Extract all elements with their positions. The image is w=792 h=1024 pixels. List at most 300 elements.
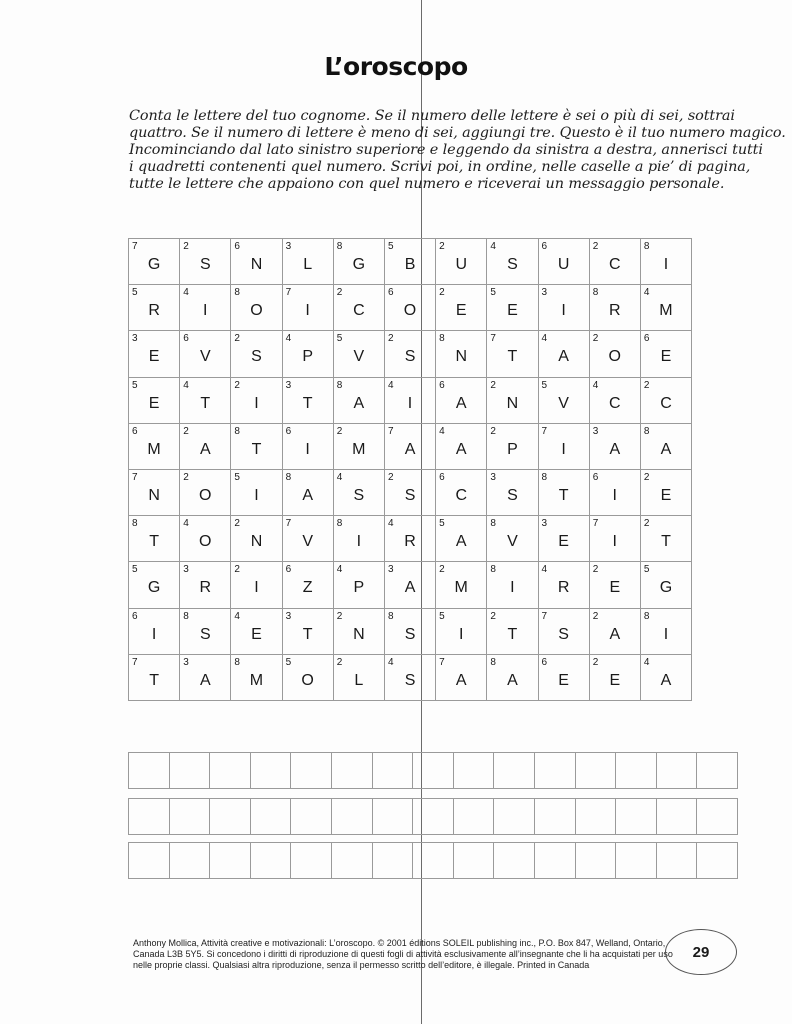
grid-cell[interactable] [180,285,231,331]
cell-number: 2 [234,564,240,576]
cell-number: 4 [183,518,189,530]
answer-box[interactable] [616,799,657,835]
cell-number: 4 [336,564,343,576]
answer-box[interactable] [616,753,657,789]
answer-box[interactable] [169,799,210,835]
grid-cell[interactable] [231,423,282,469]
instruction-line: Incominciando dal lato sinistro superiore e leggendo da sinistra a destra, annerisci tutti [129,142,763,158]
grid-cell[interactable] [538,239,589,285]
cell-number: 2 [336,287,343,299]
answer-box[interactable] [169,753,210,789]
cell-letter: I [305,440,310,458]
grid-cell[interactable] [640,331,691,377]
answer-box[interactable] [129,799,170,835]
grid-cell[interactable] [282,562,333,608]
cell-letter: E [660,348,672,366]
grid-cell[interactable] [487,377,538,423]
grid-row [129,423,692,469]
cell-letter: S [558,625,569,643]
cell-number: 2 [643,518,650,530]
answer-box[interactable] [372,753,413,789]
answer-box[interactable] [697,753,738,789]
cell-number: 2 [439,241,445,252]
cell-letter: I [561,302,566,320]
cell-letter: S [353,486,365,504]
answer-box[interactable] [372,799,413,835]
grid-cell[interactable] [640,469,691,515]
answer-box[interactable] [413,799,454,835]
cell-number: 3 [285,241,292,252]
cell-letter: C [609,394,621,412]
grid-cell[interactable] [333,331,384,377]
answer-box[interactable] [413,753,454,789]
grid-cell[interactable] [282,331,333,377]
answer-row-1 [128,752,738,789]
cell-number: 4 [490,241,496,252]
grid-cell[interactable] [129,423,180,469]
cell-letter: N [250,533,263,551]
cell-letter: M [454,579,468,597]
cell-letter: P [302,348,313,366]
grid-cell[interactable] [589,239,640,285]
grid-cell[interactable] [589,331,640,377]
grid-cell[interactable] [384,654,435,700]
grid-cell[interactable] [282,285,333,331]
grid-cell[interactable] [640,377,691,423]
grid-cell[interactable] [282,469,333,515]
cell-number: 6 [439,379,445,391]
cell-letter: E [558,671,569,689]
grid-cell[interactable] [384,562,435,608]
cell-number: 6 [541,656,548,668]
cell-letter: T [149,533,159,551]
grid-cell[interactable] [538,331,589,377]
cell-number: 4 [234,610,240,622]
cell-number: 2 [336,425,343,437]
cell-letter: I [254,394,259,412]
footer-line: Canada L3B 5Y5. Si concedono i diritti di riproduzione di questi fogli di attività esclusivamente all’insegnante che li ha acquistati per uso [133,949,673,959]
grid-cell[interactable] [129,469,180,515]
grid-cell[interactable] [282,608,333,654]
cell-number: 6 [234,241,240,252]
grid-cell[interactable] [180,423,231,469]
cell-letter: U [455,256,467,273]
grid-cell[interactable] [640,285,691,331]
grid-cell[interactable] [231,516,282,562]
answer-box[interactable] [575,799,616,835]
grid-cell[interactable] [129,562,180,608]
grid-cell[interactable] [487,285,538,331]
grid-cell[interactable] [129,239,180,285]
cell-letter: A [660,440,672,458]
grid-cell[interactable] [333,423,384,469]
answer-box[interactable] [210,843,251,879]
grid-cell[interactable] [384,423,435,469]
grid-cell[interactable] [487,562,538,608]
grid-cell[interactable] [231,562,282,608]
grid-cell[interactable] [538,654,589,700]
grid-cell[interactable] [589,562,640,608]
cell-number: 8 [387,610,394,622]
grid-cell[interactable] [129,377,180,423]
answer-box[interactable] [656,843,697,879]
answer-box[interactable] [331,753,372,789]
answer-box[interactable] [575,753,616,789]
cell-letter: O [301,671,314,689]
cell-number: 3 [132,333,138,345]
answer-box[interactable] [291,843,332,879]
grid-cell[interactable] [487,239,538,285]
cell-number: 2 [336,610,343,622]
answer-box[interactable] [656,799,697,835]
cell-number: 2 [643,379,650,391]
cell-letter: C [660,394,672,412]
answer-box[interactable] [534,753,575,789]
grid-cell[interactable] [487,608,538,654]
grid-cell[interactable] [333,516,384,562]
answer-box[interactable] [697,843,738,879]
grid-cell[interactable] [436,608,487,654]
cell-number: 6 [592,471,599,483]
answer-box[interactable] [331,799,372,835]
cell-letter: V [353,348,365,366]
grid-cell[interactable] [436,469,487,515]
cell-number: 8 [643,610,650,622]
answer-box[interactable] [494,843,535,879]
cell-letter: G [147,256,161,273]
cell-number: 5 [541,379,548,391]
cell-number: 7 [490,333,496,345]
grid-cell[interactable] [436,239,487,285]
cell-number: 6 [643,333,650,345]
grid-row [129,377,692,423]
grid-cell[interactable] [129,654,180,700]
cell-number: 2 [183,241,189,252]
cell-number: 3 [592,425,599,437]
grid-cell[interactable] [487,423,538,469]
grid-cell[interactable] [333,608,384,654]
cell-number: 7 [541,610,548,622]
cell-letter: I [458,625,464,643]
cell-letter: I [203,302,208,320]
cell-letter: R [404,533,416,551]
grid-cell[interactable] [231,331,282,377]
cell-number: 8 [234,287,240,299]
grid-cell[interactable] [589,608,640,654]
cell-number: 8 [643,241,650,252]
grid-cell[interactable] [640,423,691,469]
cell-number: 2 [439,287,445,299]
cell-letter: T [661,533,671,551]
instruction-line: i quadretti contenenti quel numero. Scrivi poi, in ordine, nelle caselle a pie’ di pagina, [129,159,751,175]
cell-number: 5 [132,379,138,391]
grid-cell[interactable] [384,469,435,515]
cell-number: 6 [183,333,189,345]
cell-number: 6 [132,610,138,622]
cell-letter: O [199,486,212,504]
cell-letter: N [353,625,365,643]
cell-number: 3 [541,287,548,299]
cell-number: 8 [183,610,189,622]
answer-box[interactable] [453,753,494,789]
cell-letter: A [353,394,365,412]
cell-number: 2 [183,425,189,437]
answer-box[interactable] [291,753,332,789]
answer-box[interactable] [210,753,251,789]
cell-letter: I [407,394,413,412]
cell-letter: N [455,348,467,366]
grid-cell[interactable] [333,469,384,515]
cell-letter: E [455,302,467,320]
cell-letter: T [302,394,313,412]
cell-letter: U [557,256,570,273]
cell-number: 6 [285,564,292,576]
grid-cell[interactable] [231,377,282,423]
cell-number: 7 [285,518,292,530]
grid-cell[interactable] [589,469,640,515]
cell-number: 4 [541,564,548,576]
grid-cell[interactable] [538,469,589,515]
cell-letter: N [250,256,263,273]
grid-cell[interactable] [180,608,231,654]
answer-box[interactable] [129,753,170,789]
cell-letter: S [404,348,416,366]
cell-number: 8 [336,379,343,391]
answer-box[interactable] [656,753,697,789]
grid-cell[interactable] [333,654,384,700]
answer-box[interactable] [534,843,575,879]
grid-cell[interactable] [333,285,384,331]
grid-cell[interactable] [487,331,538,377]
cell-number: 2 [234,518,240,530]
cell-letter: Z [302,579,313,597]
cell-letter: I [254,579,259,597]
cell-letter: S [404,671,416,689]
grid-cell[interactable] [333,239,384,285]
cell-number: 8 [336,518,343,530]
grid-cell[interactable] [180,331,231,377]
grid-cell[interactable] [180,469,231,515]
grid-cell[interactable] [231,285,282,331]
cell-letter: T [149,671,159,689]
grid-cell[interactable] [436,516,487,562]
cell-number: 4 [643,287,650,299]
grid-cell[interactable] [231,469,282,515]
cell-letter: E [507,302,518,320]
cell-number: 4 [387,518,394,530]
cell-number: 8 [234,656,240,668]
grid-cell[interactable] [129,516,180,562]
cell-number: 3 [387,564,394,576]
cell-letter: O [199,533,212,551]
answer-box[interactable] [250,753,291,789]
answer-box[interactable] [453,799,494,835]
cell-letter: S [251,348,262,366]
grid-cell[interactable] [640,516,691,562]
cell-letter: I [510,579,515,597]
answer-box[interactable] [534,799,575,835]
grid-cell[interactable] [333,562,384,608]
cell-number: 2 [592,610,599,622]
answer-box[interactable] [453,843,494,879]
grid-cell[interactable] [282,377,333,423]
grid-cell[interactable] [538,562,589,608]
cell-letter: I [151,625,157,643]
grid-cell[interactable] [487,654,538,700]
cell-letter: L [354,671,364,689]
answer-box[interactable] [331,843,372,879]
cell-number: 8 [490,564,496,576]
cell-letter: G [659,579,673,597]
grid-cell[interactable] [282,239,333,285]
answer-box[interactable] [372,843,413,879]
grid-cell[interactable] [129,285,180,331]
answer-box[interactable] [210,799,251,835]
grid-cell[interactable] [231,654,282,700]
grid-cell[interactable] [282,654,333,700]
cell-letter: A [199,440,211,458]
cell-letter: I [561,440,566,458]
answer-box[interactable] [494,753,535,789]
grid-cell[interactable] [282,516,333,562]
grid-cell[interactable] [384,239,435,285]
grid-cell[interactable] [538,377,589,423]
grid-cell[interactable] [180,377,231,423]
puzzle-grid [128,238,692,701]
grid-cell[interactable] [180,516,231,562]
answer-box[interactable] [575,843,616,879]
cell-letter: M [147,440,161,458]
cell-letter: A [455,394,467,412]
cell-number: 7 [132,241,138,252]
cell-number: 8 [336,241,343,252]
cell-letter: E [660,486,672,504]
cell-letter: E [148,348,160,366]
cell-number: 4 [336,471,343,483]
answer-box[interactable] [250,843,291,879]
answer-box[interactable] [413,843,454,879]
grid-cell[interactable] [436,423,487,469]
cell-number: 5 [387,241,394,252]
grid-cell[interactable] [538,608,589,654]
answer-box[interactable] [129,843,170,879]
cell-letter: T [507,348,518,366]
grid-cell[interactable] [384,608,435,654]
cell-number: 3 [183,656,189,668]
cell-letter: B [404,256,416,273]
grid-cell[interactable] [436,654,487,700]
cell-letter: A [302,486,313,504]
cell-letter: N [506,394,519,412]
grid-cell[interactable] [589,516,640,562]
cell-letter: N [148,486,160,504]
grid-cell[interactable] [436,331,487,377]
grid-cell[interactable] [384,331,435,377]
cell-number: 2 [592,241,599,252]
answer-row-3 [128,842,738,879]
grid-cell[interactable] [231,608,282,654]
grid-cell[interactable] [384,285,435,331]
answer-box[interactable] [616,843,657,879]
grid-cell[interactable] [589,377,640,423]
cell-letter: L [303,256,313,273]
cell-letter: I [305,302,310,320]
cell-number: 3 [285,610,292,622]
cell-number: 8 [439,333,445,345]
cell-letter: S [404,625,416,643]
cell-number: 5 [336,333,343,345]
grid-cell[interactable] [436,377,487,423]
cell-number: 2 [643,471,650,483]
grid-cell[interactable] [384,516,435,562]
cell-letter: I [663,625,669,643]
answer-box[interactable] [169,843,210,879]
grid-cell[interactable] [180,239,231,285]
instruction-line: quattro. Se il numero di lettere è meno di sei, aggiungi tre. Questo è il tuo numero magico. [129,125,786,141]
cell-letter: T [558,486,569,504]
cell-letter: S [199,256,211,273]
grid-cell[interactable] [282,423,333,469]
cell-letter: P [507,440,518,458]
cell-number: 8 [541,471,548,483]
grid-cell[interactable] [538,423,589,469]
grid-cell[interactable] [640,239,691,285]
grid-cell[interactable] [333,377,384,423]
cell-number: 4 [183,287,189,299]
grid-cell[interactable] [487,516,538,562]
cell-number: 2 [234,379,240,391]
grid-cell[interactable] [589,423,640,469]
grid-cell[interactable] [589,654,640,700]
grid-cell[interactable] [640,608,691,654]
answer-box[interactable] [697,799,738,835]
cell-number: 2 [592,564,599,576]
grid-cell[interactable] [436,285,487,331]
grid-cell[interactable] [640,654,691,700]
answer-box[interactable] [494,799,535,835]
cell-letter: A [455,533,467,551]
cell-number: 4 [285,333,292,345]
grid-cell[interactable] [640,562,691,608]
cell-number: 2 [490,379,496,391]
cell-letter: C [609,256,621,273]
answer-box[interactable] [291,799,332,835]
cell-number: 6 [439,471,445,483]
cell-letter: S [404,486,416,504]
cell-number: 3 [490,471,496,483]
grid-cell[interactable] [538,516,589,562]
cell-letter: A [609,625,621,643]
grid-cell[interactable] [487,469,538,515]
grid-cell[interactable] [538,285,589,331]
cell-letter: R [609,302,621,320]
grid-cell[interactable] [589,285,640,331]
cell-number: 2 [234,333,240,345]
grid-cell[interactable] [129,331,180,377]
cell-letter: E [251,625,262,643]
grid-row [129,562,692,608]
grid-cell[interactable] [180,562,231,608]
grid-cell[interactable] [180,654,231,700]
grid-cell[interactable] [384,377,435,423]
grid-cell[interactable] [231,239,282,285]
grid-cell[interactable] [129,608,180,654]
cell-letter: S [199,625,211,643]
grid-cell[interactable] [436,562,487,608]
answer-box[interactable] [250,799,291,835]
instruction-line: Conta le lettere del tuo cognome. Se il numero delle lettere è sei o più di sei, sottrai [129,108,735,124]
cell-letter: I [356,533,362,551]
